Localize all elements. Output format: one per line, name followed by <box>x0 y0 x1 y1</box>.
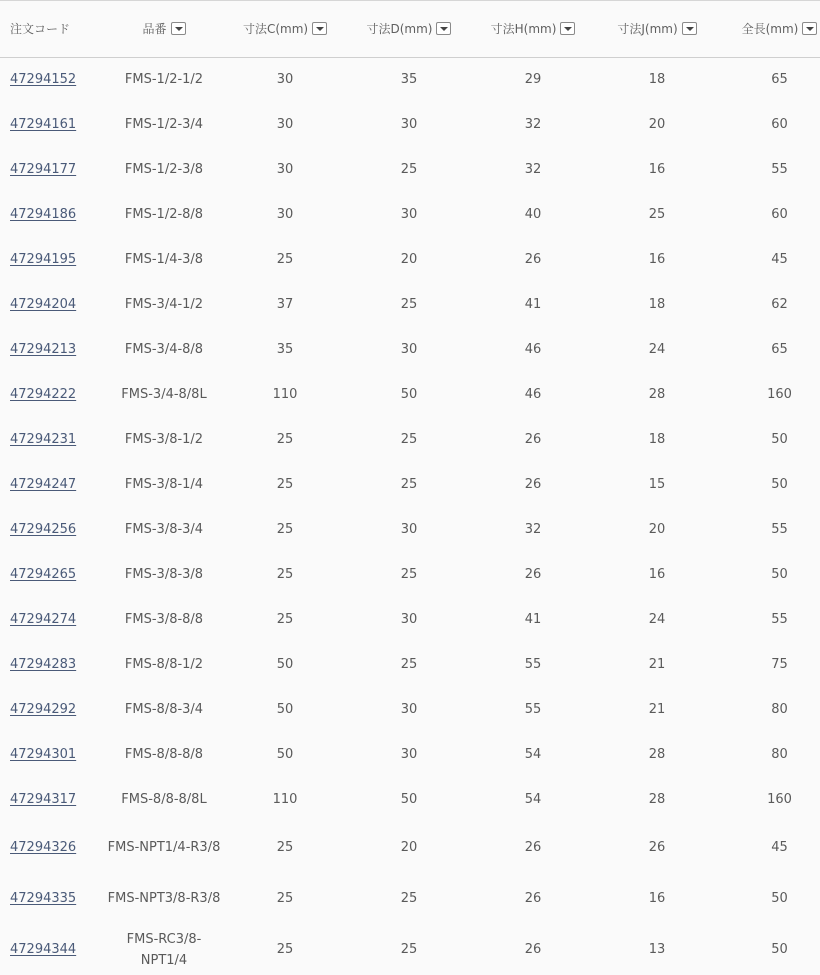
header-order-code <box>0 1 105 57</box>
dim-d-cell: 50 <box>400 387 418 402</box>
table-row <box>0 102 820 147</box>
order-code-cell <box>0 417 105 462</box>
table-row <box>0 417 820 462</box>
order-code-link[interactable]: 47294301 <box>10 747 77 762</box>
dim-h-cell: 32 <box>524 522 542 537</box>
order-code-link[interactable]: 47294256 <box>10 522 77 537</box>
table-header <box>0 1 820 57</box>
dim-h-cell: 41 <box>524 612 542 627</box>
total-length-cell: 55 <box>771 612 788 627</box>
part-number-cell: FMS-NPT1/4-R3/8 <box>107 840 221 855</box>
dim-d-cell: 30 <box>400 117 418 132</box>
part-number-cell: FMS-8/8-1/2 <box>124 657 204 672</box>
part-number-cell: FMS-NPT3/8-R3/8 <box>107 891 221 906</box>
dim-j-cell: 20 <box>648 117 666 132</box>
header-dim-c <box>223 1 347 57</box>
dim-j-cell: 16 <box>648 162 666 177</box>
dim-j-cell: 16 <box>648 891 666 906</box>
dim-h-cell: 55 <box>524 702 542 717</box>
dim-c-cell: 25 <box>276 567 294 582</box>
header-part-number <box>105 1 223 57</box>
order-code-link[interactable]: 47294265 <box>10 567 77 582</box>
total-length-cell: 45 <box>771 840 788 855</box>
dim-h-cell: 54 <box>524 747 542 762</box>
total-length-cell: 75 <box>771 657 788 672</box>
dim-h-filter-chevron-down-icon[interactable] <box>560 22 575 35</box>
part-number-cell: FMS-3/8-3/8 <box>124 567 204 582</box>
table-row <box>0 462 820 507</box>
order-code-link[interactable]: 47294274 <box>10 612 77 627</box>
part-number-filter-chevron-down-icon[interactable] <box>171 22 186 35</box>
dim-c-cell: 25 <box>276 252 294 267</box>
header-dim-j <box>595 1 719 57</box>
table-row <box>0 924 820 975</box>
table-row <box>0 327 820 372</box>
total-length-filter-chevron-down-icon[interactable] <box>802 22 817 35</box>
dim-d-cell: 20 <box>400 840 418 855</box>
order-code-cell <box>0 597 105 642</box>
order-code-link[interactable]: 47294344 <box>10 942 77 957</box>
dim-j-cell: 16 <box>648 567 666 582</box>
total-length-cell: 55 <box>771 522 788 537</box>
dim-j-cell: 26 <box>648 840 666 855</box>
dim-d-cell: 30 <box>400 522 418 537</box>
dim-j-cell: 21 <box>648 702 666 717</box>
order-code-link[interactable]: 47294335 <box>10 891 77 906</box>
dim-d-cell: 25 <box>400 891 418 906</box>
table-row <box>0 642 820 687</box>
dim-c-cell: 25 <box>276 432 294 447</box>
table-row <box>0 597 820 642</box>
total-length-cell: 50 <box>771 942 788 957</box>
total-length-cell: 160 <box>767 387 792 402</box>
dim-d-cell: 25 <box>400 942 418 957</box>
dim-j-cell: 25 <box>648 207 666 222</box>
dim-h-cell: 26 <box>524 942 542 957</box>
part-number-cell: FMS-3/4-1/2 <box>124 297 204 312</box>
header-total-length-label: 全長(mm) <box>741 22 799 37</box>
dim-j-cell: 16 <box>648 252 666 267</box>
total-length-cell: 50 <box>771 567 788 582</box>
dim-c-cell: 25 <box>276 477 294 492</box>
order-code-link[interactable]: 47294292 <box>10 702 77 717</box>
table-row <box>0 732 820 777</box>
dim-c-cell: 25 <box>276 612 294 627</box>
dim-d-cell: 30 <box>400 612 418 627</box>
dim-c-cell: 35 <box>276 342 294 357</box>
dim-d-cell: 50 <box>400 792 418 807</box>
total-length-cell: 160 <box>767 792 792 807</box>
total-length-cell: 80 <box>771 747 788 762</box>
total-length-cell: 50 <box>771 891 788 906</box>
dim-j-cell: 13 <box>648 942 666 957</box>
dim-j-cell: 28 <box>648 387 666 402</box>
dim-d-cell: 25 <box>400 477 418 492</box>
header-dim-d-label: 寸法D(mm) <box>366 22 433 37</box>
dim-c-cell: 110 <box>272 792 298 807</box>
total-length-cell: 65 <box>771 72 788 88</box>
dim-h-cell: 26 <box>524 567 542 582</box>
order-code-cell <box>0 372 105 417</box>
part-number-cell: FMS-3/4-8/8 <box>124 342 204 357</box>
dim-c-cell: 30 <box>276 117 294 132</box>
header-dim-h-label: 寸法H(mm) <box>490 22 557 37</box>
part-number-cell: FMS-1/2-3/4 <box>124 117 204 132</box>
part-number-cell: FMS-1/2-1/2 <box>124 72 204 88</box>
order-code-cell <box>0 462 105 507</box>
table-row <box>0 873 820 924</box>
dim-h-cell: 29 <box>524 72 542 88</box>
order-code-cell <box>0 237 105 282</box>
dim-h-cell: 26 <box>524 477 542 492</box>
order-code-link[interactable]: 47294283 <box>10 657 77 672</box>
order-code-cell <box>0 192 105 237</box>
header-dim-d <box>347 1 471 57</box>
dim-d-cell: 35 <box>400 72 418 88</box>
dim-d-cell: 25 <box>400 297 418 312</box>
order-code-cell <box>0 822 105 873</box>
order-code-cell <box>0 507 105 552</box>
total-length-cell: 62 <box>771 297 788 312</box>
dim-j-cell: 15 <box>648 477 666 492</box>
part-number-cell: FMS-3/4-8/8L <box>121 387 207 402</box>
dim-d-cell: 30 <box>400 702 418 717</box>
table-row <box>0 372 820 417</box>
order-code-link[interactable]: 47294195 <box>10 252 77 267</box>
dim-d-cell: 30 <box>400 342 418 357</box>
order-code-cell <box>0 732 105 777</box>
dim-j-cell: 18 <box>648 297 666 312</box>
order-code-cell <box>0 327 105 372</box>
order-code-link[interactable]: 47294247 <box>10 477 77 492</box>
part-number-cell: FMS-8/8-8/8 <box>124 747 204 762</box>
dim-h-cell: 26 <box>524 891 542 906</box>
header-dim-c-label: 寸法C(mm) <box>242 22 309 37</box>
header-order-code-label: 注文コード <box>10 22 71 37</box>
order-code-cell <box>0 282 105 327</box>
dim-j-cell: 21 <box>648 657 666 672</box>
dim-c-cell: 30 <box>276 207 294 222</box>
dim-j-cell: 24 <box>648 342 666 357</box>
table-row <box>0 777 820 822</box>
order-code-link[interactable]: 47294186 <box>10 207 77 222</box>
order-code-cell <box>0 552 105 597</box>
order-code-cell <box>0 102 105 147</box>
table-row <box>0 192 820 237</box>
order-code-link[interactable]: 47294161 <box>10 117 77 132</box>
order-code-cell <box>0 147 105 192</box>
header-dim-h <box>471 1 595 57</box>
dim-j-cell: 18 <box>648 432 666 447</box>
dim-h-cell: 32 <box>524 162 542 177</box>
dim-c-cell: 50 <box>276 702 294 717</box>
dim-j-cell: 28 <box>648 792 666 807</box>
dim-h-cell: 26 <box>524 840 542 855</box>
total-length-cell: 80 <box>771 702 788 717</box>
dim-h-cell: 26 <box>524 432 542 447</box>
dim-d-filter-chevron-down-icon[interactable] <box>436 22 451 35</box>
dim-d-cell: 30 <box>400 747 418 762</box>
dim-h-cell: 54 <box>524 792 542 807</box>
order-code-link[interactable]: 47294204 <box>10 297 77 312</box>
order-code-cell <box>0 687 105 732</box>
order-code-cell <box>0 642 105 687</box>
dim-h-cell: 41 <box>524 297 542 312</box>
total-length-cell: 65 <box>771 342 788 357</box>
dim-c-cell: 25 <box>276 891 294 906</box>
table-body <box>0 57 820 975</box>
table-row <box>0 147 820 192</box>
dim-d-cell: 25 <box>400 657 418 672</box>
order-code-link[interactable]: 47294317 <box>10 792 77 807</box>
table-row <box>0 237 820 282</box>
dim-c-cell: 110 <box>272 387 298 402</box>
dim-h-cell: 40 <box>524 207 542 222</box>
dim-h-cell: 32 <box>524 117 542 132</box>
part-number-cell: FMS-RC3/8-NPT1/4 <box>126 931 202 968</box>
dim-d-cell: 30 <box>400 207 418 222</box>
order-code-cell <box>0 924 105 975</box>
total-length-cell: 50 <box>771 477 788 492</box>
order-code-cell <box>0 873 105 924</box>
order-code-cell <box>0 57 105 102</box>
total-length-cell: 55 <box>771 162 788 177</box>
part-number-cell: FMS-8/8-3/4 <box>124 702 204 717</box>
header-part-number-label: 品番 <box>142 22 167 37</box>
part-number-cell: FMS-3/8-1/2 <box>124 432 204 447</box>
table-row <box>0 822 820 873</box>
dim-h-cell: 55 <box>524 657 542 672</box>
dim-j-filter-chevron-down-icon[interactable] <box>682 22 697 35</box>
order-code-link[interactable]: 47294231 <box>10 432 77 447</box>
part-number-cell: FMS-3/8-3/4 <box>124 522 204 537</box>
dim-j-cell: 20 <box>648 522 666 537</box>
header-total-length <box>719 1 820 57</box>
total-length-cell: 60 <box>771 207 788 222</box>
dim-c-cell: 50 <box>276 657 294 672</box>
table-row <box>0 282 820 327</box>
dim-h-cell: 26 <box>524 252 542 267</box>
part-number-cell: FMS-1/4-3/8 <box>124 252 204 267</box>
table-row <box>0 507 820 552</box>
part-number-cell: FMS-3/8-1/4 <box>124 477 204 492</box>
part-number-cell: FMS-1/2-8/8 <box>124 207 204 222</box>
dim-c-cell: 25 <box>276 522 294 537</box>
order-code-link[interactable]: 47294326 <box>10 840 77 855</box>
dim-d-cell: 20 <box>400 252 418 267</box>
header-dim-j-label: 寸法J(mm) <box>617 22 678 37</box>
order-code-link[interactable]: 47294177 <box>10 162 77 177</box>
total-length-cell: 45 <box>771 252 788 267</box>
dim-h-cell: 46 <box>524 342 542 357</box>
order-code-link[interactable]: 47294222 <box>10 387 77 402</box>
dim-c-cell: 37 <box>276 297 294 312</box>
dim-d-cell: 25 <box>400 567 418 582</box>
table-row <box>0 552 820 597</box>
dim-d-cell: 25 <box>400 162 418 177</box>
dim-c-cell: 25 <box>276 942 294 957</box>
total-length-cell: 50 <box>771 432 788 447</box>
product-spec-table <box>0 1 820 975</box>
dim-c-cell: 30 <box>276 72 294 88</box>
order-code-link[interactable]: 47294152 <box>10 72 77 88</box>
dim-c-cell: 30 <box>276 162 294 177</box>
part-number-cell: FMS-1/2-3/8 <box>124 162 204 177</box>
dim-c-cell: 50 <box>276 747 294 762</box>
order-code-cell <box>0 777 105 822</box>
dim-h-cell: 46 <box>524 387 542 402</box>
dim-j-cell: 24 <box>648 612 666 627</box>
order-code-link[interactable]: 47294213 <box>10 342 77 357</box>
table-row <box>0 57 820 102</box>
dim-c-filter-chevron-down-icon[interactable] <box>312 22 327 35</box>
part-number-cell: FMS-8/8-8/8L <box>121 792 207 807</box>
total-length-cell: 60 <box>771 117 788 132</box>
table-row <box>0 687 820 732</box>
dim-j-cell: 18 <box>648 72 666 88</box>
header-row <box>0 1 820 57</box>
part-number-cell: FMS-3/8-8/8 <box>124 612 204 627</box>
dim-d-cell: 25 <box>400 432 418 447</box>
dim-j-cell: 28 <box>648 747 666 762</box>
dim-c-cell: 25 <box>276 840 294 855</box>
